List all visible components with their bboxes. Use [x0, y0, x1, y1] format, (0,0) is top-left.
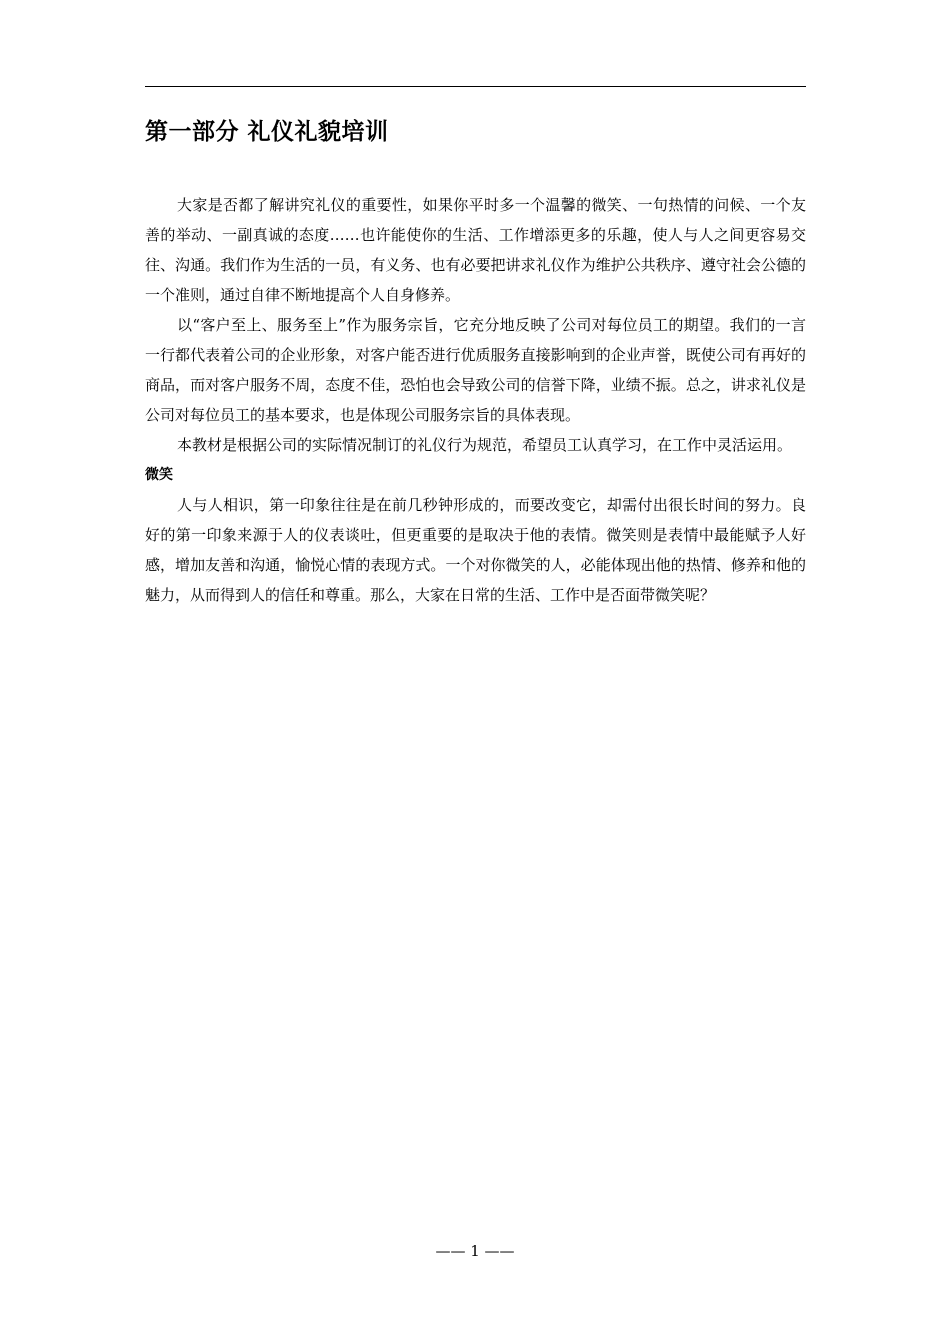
intro-paragraph-3: 本教材是根据公司的实际情况制订的礼仪行为规范，希望员工认真学习，在工作中灵活运用。: [177, 436, 793, 454]
header-rule: [145, 86, 806, 87]
intro-paragraph-1: 大家是否都了解讲究礼仪的重要性，如果你平时多一个温馨的微笑、一句热情的问候、一个友善的举动、一副真诚的态度……也许能使你的生活、工作增添更多的乐趣，使人与人之间更容易交往、沟通。我们作为生活的一员，有义务、也有必要把讲求礼仪作为维护公共秩序、遵守社会公德的一个准则，通过自律不断地提高个人自身修养。: [145, 196, 806, 304]
page-title: 第一部分 礼仪礼貌培训: [145, 119, 389, 145]
document-body: [145, 190, 806, 610]
smile-paragraph: 人与人相识，第一印象往往是在前几秒钟形成的，而要改变它，却需付出很长时间的努力。良好的第一印象来源于人的仪表谈吐，但更重要的是取决于他的表情。微笑则是表情中最能赋予人好感，增加友善和沟通，愉悦心情的表现方式。一个对你微笑的人，必能体现出他的热情、修养和他的魅力，从而得到人的信任和尊重。那么，大家在日常的生活、工作中是否面带微笑呢？: [145, 496, 806, 604]
intro-paragraph-2: 以“客户至上、服务至上”作为服务宗旨，它充分地反映了公司对每位员工的期望。我们的一言一行都代表着公司的企业形象，对客户能否进行优质服务直接影响到的企业声誉，既使公司有再好的商品，而对客户服务不周，态度不佳，恐怕也会导致公司的信誉下降，业绩不振。总之，讲求礼仪是公司对每位员工的基本要求，也是体现公司服务宗旨的具体表现。: [145, 316, 806, 424]
page-number-footer: —— 1 ——: [435, 1242, 515, 1260]
section-heading-smile: 微笑: [145, 467, 173, 483]
